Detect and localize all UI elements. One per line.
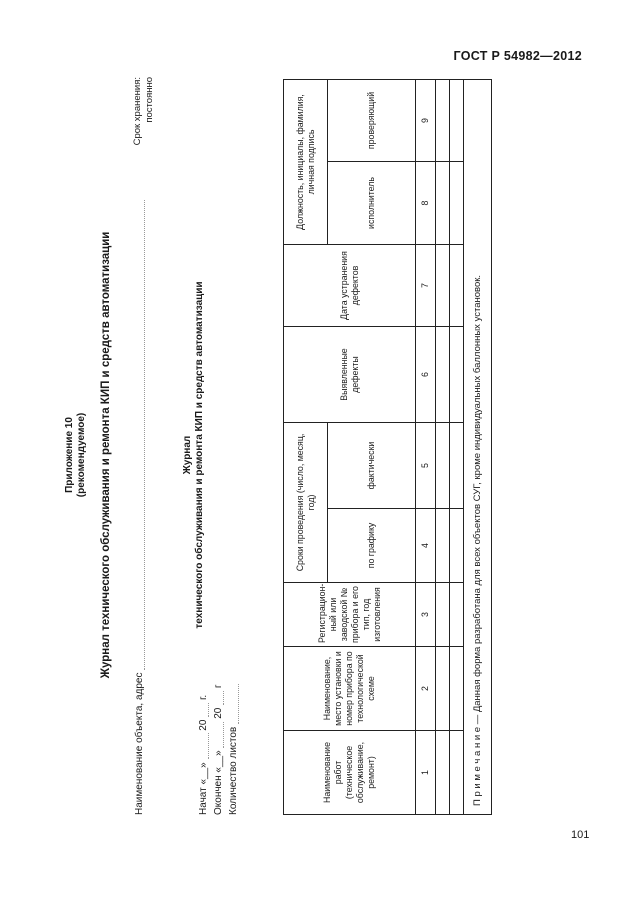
table-cell — [436, 326, 450, 422]
start-month-line — [200, 733, 209, 759]
column-number: 9 — [416, 79, 436, 161]
object-line — [136, 200, 145, 670]
end-year-suffix: г — [213, 684, 224, 689]
table-cell — [436, 244, 450, 326]
start-label: Начат «__» — [198, 762, 209, 815]
table-row — [436, 79, 450, 814]
table-cell — [450, 583, 464, 647]
journal-heading: Журнал технического обслуживания и ремонта КИП и средств автоматизации — [100, 231, 112, 679]
table-cell — [436, 79, 450, 161]
sheets-field — [228, 684, 239, 815]
table-cell — [436, 647, 450, 731]
table-cell — [450, 422, 464, 508]
column-number: 2 — [416, 647, 436, 731]
end-year-line — [215, 691, 224, 705]
object-label: Наименование объекта, адрес — [134, 672, 145, 815]
end-month-line — [215, 722, 224, 748]
table-cell — [450, 731, 464, 815]
form-title-line2: технического обслуживания и ремонта КИП и средств автоматизации — [194, 281, 205, 629]
journal-table-wrap — [283, 80, 519, 815]
journal-table — [283, 79, 492, 815]
table-cell — [450, 244, 464, 326]
end-year: 20 — [213, 707, 224, 719]
table-cell — [450, 647, 464, 731]
storage-label: Срок хранения: — [132, 77, 143, 146]
table-row — [450, 79, 464, 814]
column-number: 5 — [416, 422, 436, 508]
header-group-signature: Должность, инициалы, фамилия, личная подпись — [284, 79, 328, 244]
table-cell — [436, 161, 450, 244]
form-title-line1: Журнал — [182, 435, 193, 475]
storage-block — [132, 77, 156, 157]
standard-code: ГОСТ Р 54982—2012 — [453, 49, 582, 63]
header-col-4: по графику — [328, 509, 416, 583]
column-number: 8 — [416, 161, 436, 244]
table-cell — [436, 731, 450, 815]
table-cell — [436, 583, 450, 647]
column-number: 3 — [416, 583, 436, 647]
header-col-6: Выявленные дефекты — [284, 326, 416, 422]
header-col-1: Наименование работ (техническое обслуживание, ремонт) — [284, 731, 416, 815]
rotated-form — [60, 77, 520, 815]
column-number: 4 — [416, 509, 436, 583]
appendix-title: Приложение 10 — [64, 417, 75, 493]
note: П р и м е ч а н и е — Данная форма разработана для всех объектов СУГ, кроме индивидуальных баллонных установок. — [464, 79, 492, 814]
table-cell — [436, 422, 450, 508]
sheets-label: Количество листов — [228, 726, 239, 815]
table-cell — [450, 161, 464, 244]
storage-value: постоянно — [144, 77, 155, 123]
note-row — [464, 79, 492, 814]
table-cell — [436, 509, 450, 583]
start-year-suffix: г. — [198, 694, 209, 701]
object-field — [134, 200, 145, 815]
header-col-7: Дата устранения дефектов — [284, 244, 416, 326]
start-field — [198, 695, 209, 815]
header-col-9: проверяющий — [328, 79, 416, 161]
page-number: 101 — [571, 829, 590, 841]
table-cell — [450, 509, 464, 583]
start-year-line — [200, 703, 209, 717]
start-year: 20 — [198, 719, 209, 731]
appendix-label — [64, 95, 88, 815]
column-number: 7 — [416, 244, 436, 326]
header-row-1 — [284, 79, 328, 814]
column-number: 1 — [416, 731, 436, 815]
end-label: Окончен «__» — [213, 750, 224, 815]
header-col-8: исполнитель — [328, 161, 416, 244]
column-number-row — [416, 79, 436, 814]
header-col-3: Регистрацион-ный или заводской № прибора и его тип, год изготовления — [284, 583, 416, 647]
header-col-2: Наименование, место установки и номер прибора по технологической схеме — [284, 647, 416, 731]
appendix-subtitle: (рекомендуемое) — [76, 412, 87, 498]
end-field — [213, 684, 224, 815]
table-cell — [450, 79, 464, 161]
sheets-line — [230, 684, 239, 724]
header-group-dates: Сроки проведения (число, месяц, год) — [284, 422, 328, 582]
header-col-5: фактически — [328, 422, 416, 508]
column-number: 6 — [416, 326, 436, 422]
table-cell — [450, 326, 464, 422]
